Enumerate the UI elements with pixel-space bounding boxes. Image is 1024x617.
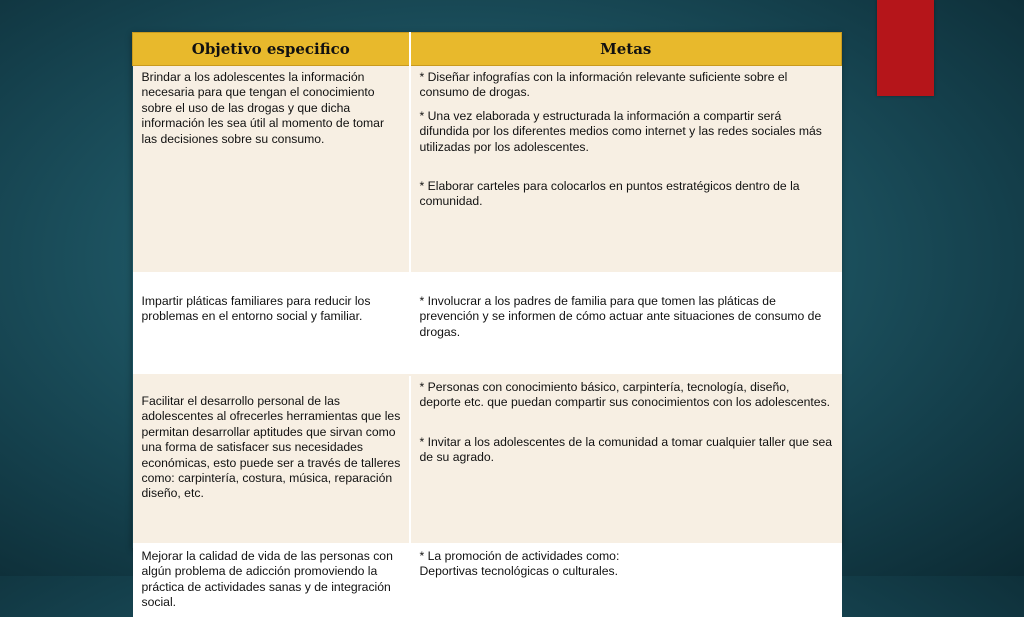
goal-item: * Diseñar infografías con la información relevante suficiente sobre el consumo de drogas.	[419, 70, 788, 100]
table	[132, 32, 842, 617]
goal-item: * Personas con conocimiento básico, carpintería, tecnología, diseño, deporte etc. que puedan compartir sus conocimientos con los adolescentes.	[419, 380, 831, 410]
table-row	[133, 66, 842, 274]
goals-cell	[410, 273, 842, 375]
table-header-row	[133, 33, 842, 66]
goal-item: * Involucrar a los padres de familia para que tomen las pláticas de prevención y se informen de cómo actuar ante situaciones de consumo de drogas.	[419, 294, 822, 339]
goal-item: * Una vez elaborada y estructurada la información a compartir será difundida por los diferentes medios como internet y las redes sociales más utilizadas por los adolescentes.	[419, 108, 822, 154]
objective-cell: Impartir pláticas familiares para reducir los problemas en el entorno social y familiar.	[133, 273, 410, 375]
goals-cell	[410, 375, 842, 544]
goal-item: * Elaborar carteles para colocarlos en puntos estratégicos dentro de la comunidad.	[419, 179, 800, 209]
table-row	[133, 544, 842, 616]
header-objective: Objetivo especifico	[133, 33, 410, 66]
goal-item: * La promoción de actividades como:	[419, 549, 620, 563]
goal-item: Deportivas tecnológicas o culturales.	[419, 564, 618, 579]
header-goals: Metas	[410, 33, 842, 66]
goals-cell	[410, 544, 842, 616]
objective-cell: Brindar a los adolescentes la información necesaria para que tengan el conocimiento sobre el uso de las drogas y que dicha información les sea útil al momento de tomar las decisiones sobre su consumo.	[133, 66, 410, 274]
goals-cell	[410, 66, 842, 274]
red-accent-bar	[877, 0, 934, 96]
table-row	[133, 273, 842, 375]
objectives-table	[132, 32, 841, 610]
objective-cell: Mejorar la calidad de vida de las personas con algún problema de adicción promoviendo la práctica de actividades sanas y de integración social.	[133, 544, 410, 616]
objective-cell: Facilitar el desarrollo personal de las adolescentes al ofrecerles herramientas que les permitan desarrollar aptitudes que sirvan como una forma de satisfacer sus necesidades económicas, esto puede ser a través de talleres como: carpintería, costura, música, reparación diseño, etc.	[133, 375, 410, 544]
table-row	[133, 375, 842, 544]
goal-item: * Invitar a los adolescentes de la comunidad a tomar cualquier taller que sea de su agrado.	[419, 434, 833, 465]
